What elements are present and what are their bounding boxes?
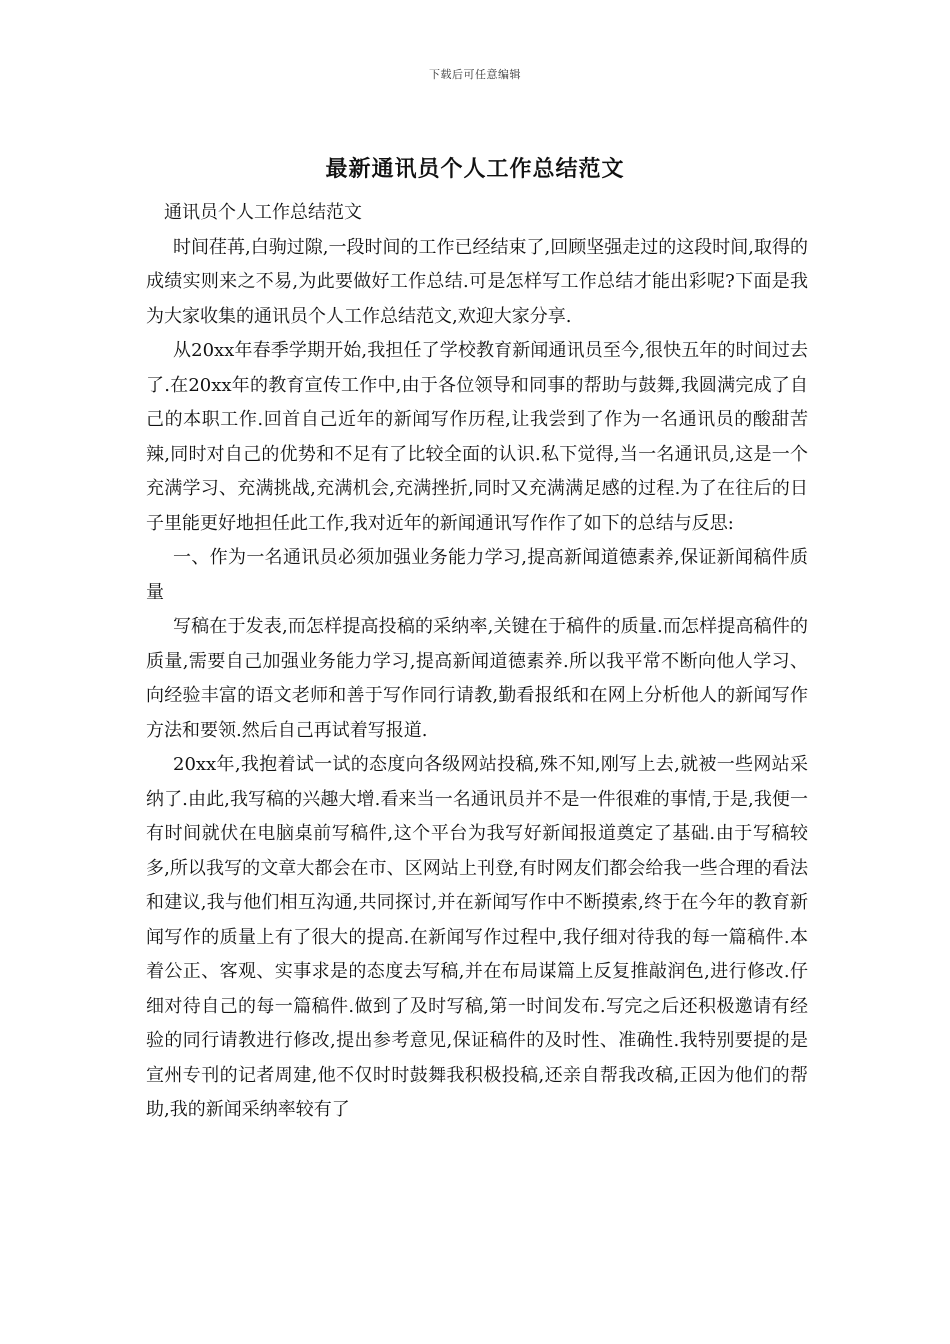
paragraph-background: 从20xx年春季学期开始,我担任了学校教育新闻通讯员至今,很快五年的时间过去了.在20xx年的教育宣传工作中,由于各位领导和同事的帮助与鼓舞,我圆满完成了自己的本职工作.回首自己近年的新闻写作历程,让我尝到了作为一名通讯员的酸甜苦辣,同时对自己的优势和不足有了比较全面的认识.私下觉得,当一名通讯员,这是一个充满学习、充满挑战,充满机会,充满挫折,同时又充满满足感的过程.为了在往后的日子里能更好地担任此工作,我对近年的新闻通讯写作作了如下的总结与反思: xyxy=(146,340,808,534)
document-title: 最新通讯员个人工作总结范文 xyxy=(325,156,625,182)
paragraph-intro: 时间荏苒,白驹过隙,一段时间的工作已经结束了,回顾坚强走过的这段时间,取得的成绩实则来之不易,为此要做好工作总结.可是怎样写工作总结才能出彩呢?下面是我为大家收集的通讯员个人工作总结范文,欢迎大家分享. xyxy=(146,236,808,327)
header-note: 下载后可任意编辑 xyxy=(429,68,521,81)
paragraph-experience: 20xx年,我抱着试一试的态度向各级网站投稿,殊不知,刚写上去,就被一些网站采纳了.由此,我写稿的兴趣大增.看来当一名通讯员并不是一件很难的事情,于是,我便一有时间就伏在电脑桌前写稿件,这个平台为我写好新闻报道奠定了基础.由于写稿较多,所以我写的文章大都会在市、区网站上刊登,有时网友们都会给我一些合理的看法和建议,我与他们相互沟通,共同探讨,并在新闻写作中不断摸索,终于在今年的教育新闻写作的质量上有了很大的提高.在新闻写作过程中,我仔细对待我的每一篇稿件.本着公正、客观、实事求是的态度去写稿,并在布局谋篇上反复推敲润色,进行修改.仔细对待自己的每一篇稿件.做到了及时写稿,第一时间发布.写完之后还积极邀请有经验的同行请教进行修改,提出参考意见,保证稿件的及时性、准确性.我特别要提的是宣州专刊的记者周建,他不仅时时鼓舞我积极投稿,还亲自帮我改稿,正因为他们的帮助,我的新闻采纳率较有了 xyxy=(146,754,808,1120)
paragraph-quality: 写稿在于发表,而怎样提高投稿的采纳率,关键在于稿件的质量.而怎样提高稿件的质量,需要自己加强业务能力学习,提高新闻道德素养.所以我平常不断向他人学习、向经验丰富的语文老师和善于写作同行请教,勤看报纸和在网上分析他人的新闻写作方法和要领.然后自己再试着写报道. xyxy=(146,616,808,741)
section-heading-1: 一、作为一名通讯员必须加强业务能力学习,提高新闻道德素养,保证新闻稿件质量 xyxy=(146,547,808,603)
document-body xyxy=(146,196,808,1128)
document-subtitle: 通讯员个人工作总结范文 xyxy=(164,202,362,223)
